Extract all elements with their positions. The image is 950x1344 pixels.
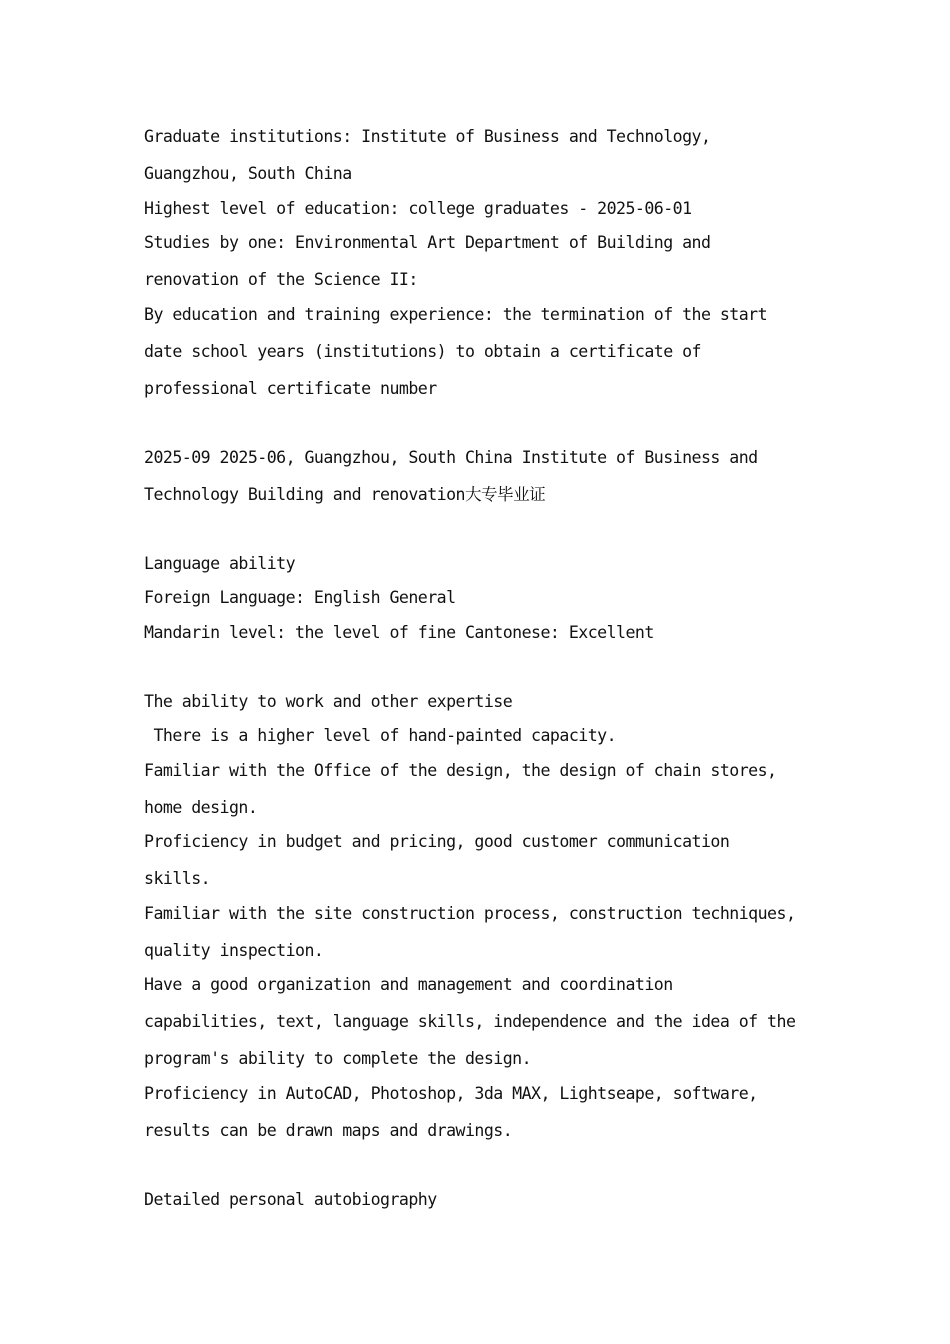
expertise-item <box>144 758 824 830</box>
paragraph-gap <box>144 410 824 445</box>
autobiography-heading <box>144 1187 824 1222</box>
expertise-item <box>144 901 824 973</box>
text-line: professional certificate number <box>144 378 437 398</box>
section-heading: Detailed personal autobiography <box>144 1189 437 1209</box>
expertise-item <box>144 1081 824 1153</box>
text-line: quality inspection. <box>144 940 324 960</box>
mandarin-level <box>144 620 824 655</box>
training-entry <box>144 445 824 517</box>
text-line: Studies by one: Environmental Art Department of Building and <box>144 233 711 252</box>
text-line: program's ability to complete the design. <box>144 1049 532 1068</box>
text-line: Proficiency in budget and pricing, good customer communication <box>144 832 730 851</box>
text-line: Graduate institutions: Institute of Business and Technology, <box>144 127 711 146</box>
paragraph-gap <box>144 654 824 689</box>
expertise-item <box>144 972 824 1081</box>
expertise-item <box>144 723 824 758</box>
expertise-item <box>144 829 824 901</box>
text-line: There is a higher level of hand-painted capacity. <box>144 726 617 745</box>
studies <box>144 230 824 302</box>
text-line: Highest level of education: college graduates - 2025-06-01 <box>144 198 692 218</box>
language-heading <box>144 551 824 586</box>
paragraph-gap <box>144 1152 824 1187</box>
paragraph-gap <box>144 516 824 551</box>
text-line: capabilities, text, language skills, independence and the idea of the <box>144 1012 796 1031</box>
text-line: home design. <box>144 797 258 817</box>
text-line: date school years (institutions) to obtain a certificate of <box>144 341 701 361</box>
text-line: Foreign Language: English General <box>144 588 456 607</box>
graduate-institution <box>144 124 824 196</box>
text-line: Have a good organization and management and coordination <box>144 975 673 994</box>
text-line: 2025-09 2025-06, Guangzhou, South China Institute of Business and <box>144 447 758 467</box>
training-experience-header <box>144 302 824 411</box>
text-line: By education and training experience: the termination of the start <box>144 304 768 324</box>
text-line: Familiar with the Office of the design, the design of chain stores, <box>144 760 777 780</box>
text-line: skills. <box>144 869 211 888</box>
foreign-language <box>144 585 824 620</box>
text-line: Mandarin level: the level of fine Cantonese: Excellent <box>144 622 654 642</box>
text-line: Proficiency in AutoCAD, Photoshop, 3da MAX, Lightseape, software, <box>144 1083 758 1103</box>
section-heading: Language ability <box>144 553 296 573</box>
expertise-heading <box>144 689 824 724</box>
section-heading: The ability to work and other expertise <box>144 691 513 711</box>
text-line: results can be drawn maps and drawings. <box>144 1120 513 1140</box>
resume-content <box>144 124 824 1221</box>
highest-education <box>144 196 824 231</box>
text-line: Technology Building and renovation大专毕业证 <box>144 484 546 504</box>
text-line: renovation of the Science II: <box>144 270 418 289</box>
text-line: Familiar with the site construction process, construction techniques, <box>144 903 796 923</box>
text-line: Guangzhou, South China <box>144 164 352 183</box>
